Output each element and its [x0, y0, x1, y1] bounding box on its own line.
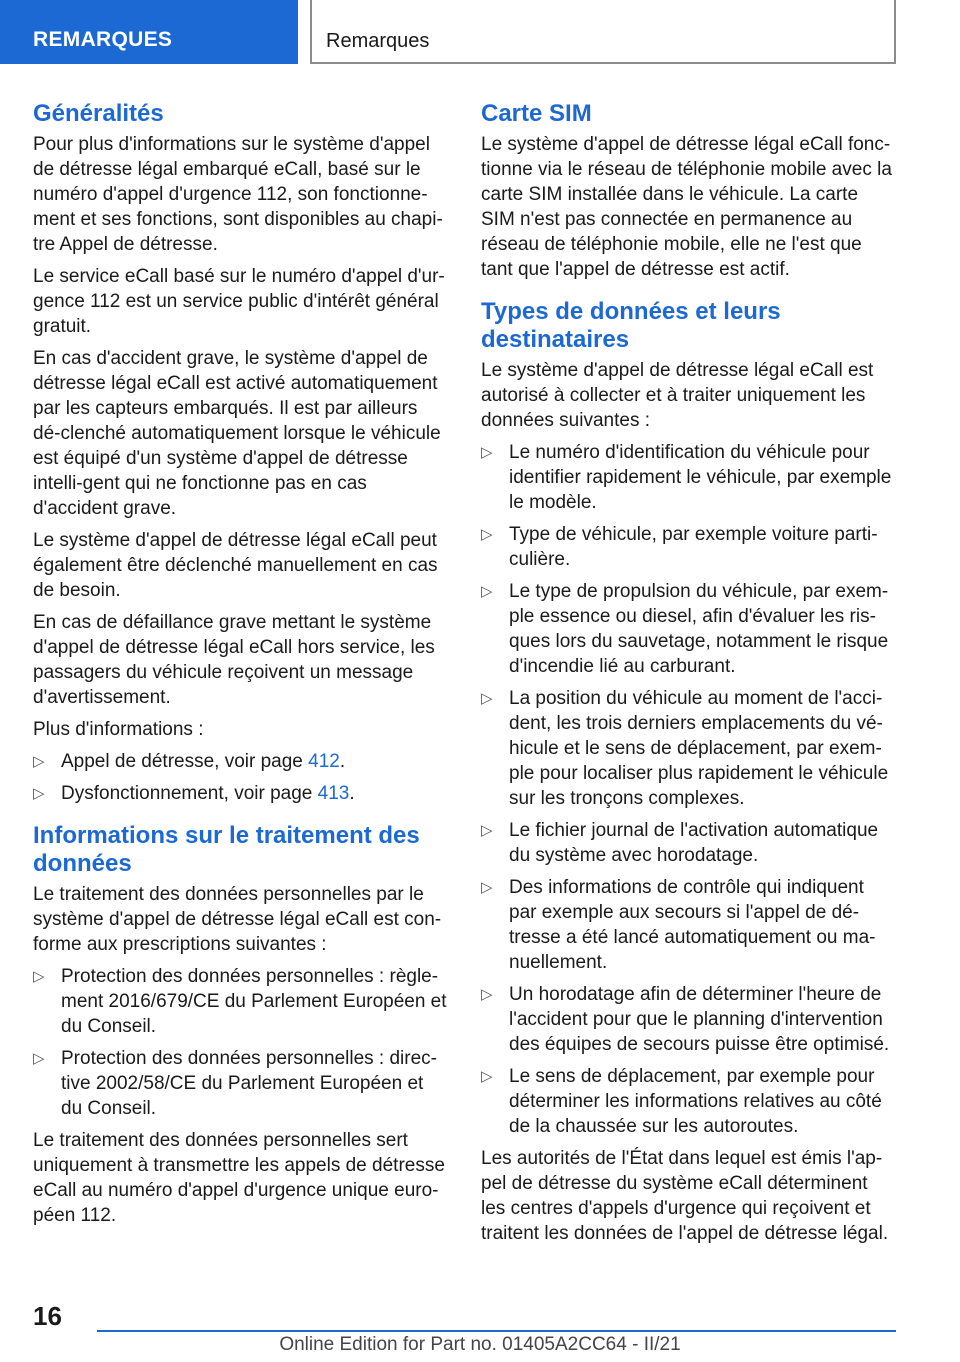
page-number: 16	[33, 1301, 62, 1331]
triangle-right-outline-icon: ▷	[481, 526, 493, 543]
triangle-right-outline-icon: ▷	[481, 444, 493, 461]
triangle-right-outline-icon: ▷	[33, 1050, 45, 1067]
left-column	[33, 100, 447, 1235]
page-link-413[interactable]: 413	[317, 783, 350, 804]
paragraph: Le système d'appel de détresse légal eCall fonc-tionne via le réseau de téléphonie mobile avec la carte SIM installée dans le véhicule. La carte SIM n'est pas connectée en permanence au réseau de téléphonie mobile, elle ne l'est que tant que l'appel de détresse est actif.	[481, 134, 892, 280]
triangle-right-outline-icon: ▷	[481, 690, 493, 707]
paragraph: Les autorités de l'État dans lequel est émis l'ap-pel de détresse du système eCall déterminent les centres d'appels d'urgence qui reçoivent et traitent les données de l'appel de détresse légal.	[481, 1148, 889, 1244]
regulation-list	[33, 964, 447, 1121]
triangle-right-outline-icon: ▷	[33, 753, 45, 770]
reference-text: Appel de détresse, voir page	[61, 751, 309, 772]
paragraph: Le traitement des données personnelles sert uniquement à transmettre les appels de détresse eCall au numéro d'appel d'urgence unique euro-péen 112.	[33, 1130, 445, 1226]
list-item	[481, 875, 895, 975]
footer-edition-text: Online Edition for Part no. 01405A2CC64 - II/21	[279, 1334, 681, 1355]
paragraph: Plus d'informations :	[33, 719, 204, 740]
paragraph: Le traitement des données personnelles par le système d'appel de détresse légal eCall est con-forme aux prescriptions suivantes :	[33, 884, 442, 955]
footer-divider	[97, 1330, 896, 1332]
paragraph: En cas d'accident grave, le système d'appel de détresse légal eCall est activé automatiquement par les capteurs embarqués. Il est par ailleurs dé-clenché automatiquement lorsque le véhicule est équipé d'un système d'appel de détresse intelli-gent qui ne fonctionne pas en cas d'accident grave.	[33, 348, 441, 519]
list-item-text: Le sens de déplacement, par exemple pour déterminer les informations relatives au côté de la chaussée sur les autoroutes.	[509, 1066, 882, 1137]
triangle-right-outline-icon: ▷	[481, 986, 493, 1003]
list-item-text: Le fichier journal de l'activation automatique du système avec horodatage.	[509, 820, 879, 866]
list-item	[481, 522, 895, 572]
triangle-right-outline-icon: ▷	[33, 968, 45, 985]
triangle-right-outline-icon: ▷	[481, 583, 493, 600]
list-item-text: Le type de propulsion du véhicule, par exem-ple essence ou diesel, afin d'évaluer les ris-ques lors du sauvetage, notamment le risque d'incendie lié au carburant.	[509, 581, 889, 677]
paragraph: Pour plus d'informations sur le système d'appel de détresse légal embarqué eCall, basé sur le numéro d'appel d'urgence 112, son fonctionne-ment et ses fonctions, sont disponibles au chapi-tre Appel de détresse.	[33, 134, 443, 255]
list-item-text: Un horodatage afin de déterminer l'heure de l'accident pour que le planning d'intervention des équipes de secours puisse être optimisé.	[509, 984, 890, 1055]
right-column	[481, 100, 895, 1253]
page-link-412[interactable]: 412	[308, 751, 340, 772]
triangle-right-outline-icon: ▷	[481, 879, 493, 896]
reference-end: .	[339, 751, 346, 772]
paragraph: En cas de défaillance grave mettant le système d'appel de détresse légal eCall hors service, les passagers du véhicule reçoivent un message d'avertissement.	[33, 612, 435, 708]
paragraph: Le système d'appel de détresse légal eCall peut également être déclenché manuellement en cas de besoin.	[33, 530, 438, 601]
list-item	[481, 686, 895, 811]
list-item	[33, 749, 447, 774]
list-item	[481, 818, 895, 868]
section-title-generalites: Généralités	[33, 100, 164, 127]
section-title-carte-sim: Carte SIM	[481, 100, 592, 127]
data-types-list	[481, 440, 895, 1139]
reference-list	[33, 749, 447, 806]
list-item-text: Le numéro d'identification du véhicule pour identifier rapidement le véhicule, par exemple le modèle.	[509, 442, 892, 513]
triangle-right-outline-icon: ▷	[481, 1068, 493, 1085]
list-item-text: La position du véhicule au moment de l'acci-dent, les trois derniers emplacements du vé-hicule et le sens de déplacement, par exem-ple pour localiser plus rapidement le véhicule sur les tronçons complexes.	[509, 688, 889, 809]
list-item	[33, 964, 447, 1039]
triangle-right-outline-icon: ▷	[481, 822, 493, 839]
list-item	[481, 579, 895, 679]
list-item	[481, 982, 895, 1057]
list-item	[33, 1046, 447, 1121]
list-item	[481, 1064, 895, 1139]
triangle-right-outline-icon: ▷	[33, 785, 45, 802]
list-item	[33, 781, 447, 806]
section-tab: REMARQUES	[0, 0, 298, 64]
list-item-text: Des informations de contrôle qui indiquent par exemple aux secours si l'appel de dé-tresse a été lancé automatiquement ou ma-nuellement.	[509, 877, 876, 973]
paragraph: Le système d'appel de détresse légal eCall est autorisé à collecter et à traiter uniquement les données suivantes :	[481, 360, 874, 431]
list-item-text: Protection des données personnelles : règle-ment 2016/679/CE du Parlement Européen et du Conseil.	[61, 966, 447, 1037]
list-item-text: Protection des données personnelles : direc-tive 2002/58/CE du Parlement Européen et du Conseil.	[61, 1048, 438, 1119]
paragraph: Le service eCall basé sur le numéro d'appel d'ur-gence 112 est un service public d'intérêt général gratuit.	[33, 266, 445, 337]
list-item	[481, 440, 895, 515]
reference-text: Dysfonctionnement, voir page	[61, 783, 318, 804]
page-header-title: Remarques	[310, 0, 896, 64]
list-item-text: Type de véhicule, par exemple voiture parti-culière.	[509, 524, 878, 570]
reference-end: .	[349, 783, 355, 804]
section-title-types-donnees: Types de données et leurs destinataires	[481, 298, 781, 353]
section-title-traitement: Informations sur le traitement des données	[33, 822, 420, 877]
